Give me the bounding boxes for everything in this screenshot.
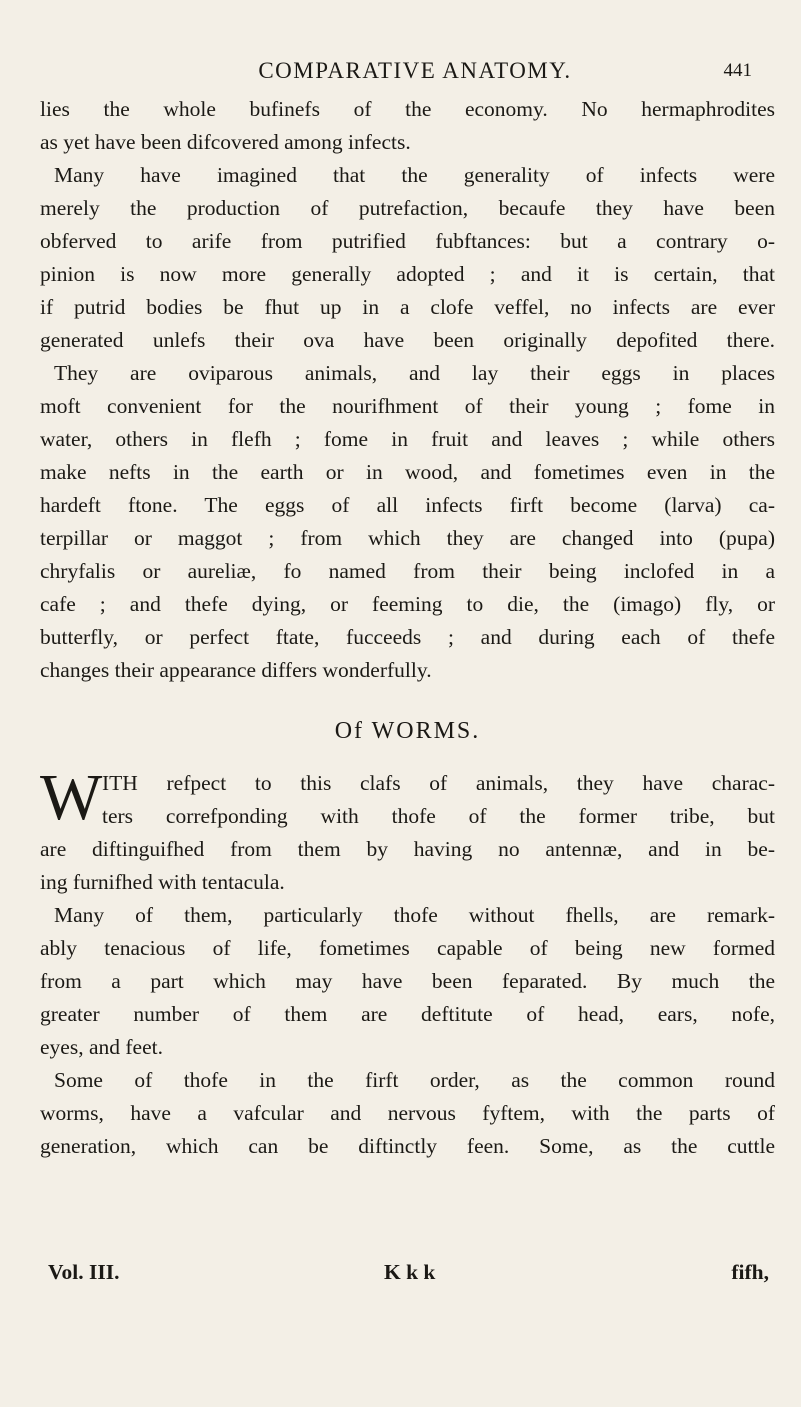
text-line: terpillar or maggot ; from which they are changed into (pupa) xyxy=(40,526,775,550)
paragraph-continued xyxy=(40,93,775,159)
text-line: ITH refpect to this clafs of animals, they have charac- xyxy=(102,771,775,795)
text-line: lies the whole bufinefs of the economy. No hermaphrodites xyxy=(40,97,775,121)
paragraph-infects-origin xyxy=(40,159,775,687)
running-title: COMPARATIVE ANATOMY. xyxy=(258,58,572,83)
text-line: if putrid bodies be fhut up in a clofe veffel, no infects are ever xyxy=(40,295,775,319)
catchword: fifh, xyxy=(731,1260,769,1284)
text-line: greater number of them are deftitute of head, ears, nofe, xyxy=(40,1002,775,1026)
text-line: butterfly, or perfect ftate, fucceeds ; and during each of thefe xyxy=(40,625,775,649)
text-line: eyes, and feet. xyxy=(40,1035,163,1059)
text-line: ing furnifhed with tentacula. xyxy=(40,870,285,894)
text-line: chryfalis or aureliæ, fo named from their being inclofed in a xyxy=(40,559,775,583)
page-body xyxy=(40,93,775,1163)
page-footer xyxy=(40,1260,775,1292)
text-line: hardeft ftone. The eggs of all infects firft become (larva) ca- xyxy=(40,493,775,517)
page-header xyxy=(70,58,760,92)
text-line: from a part which may have been feparated. By much the xyxy=(40,969,775,993)
section-heading: Of WORMS. xyxy=(334,718,481,744)
text-line: worms, have a vafcular and nervous fyftem, with the parts of xyxy=(40,1101,775,1125)
text-line: generated unlefs their ova have been originally depofited there. xyxy=(40,328,775,352)
signature-mark: K k k xyxy=(384,1260,436,1284)
text-line: They are oviparous animals, and lay their eggs in places xyxy=(54,361,775,385)
text-line: moft convenient for the nourifhment of their young ; fome in xyxy=(40,394,775,418)
text-line: water, others in flefh ; fome in fruit and leaves ; while others xyxy=(40,427,775,451)
text-line: generation, which can be diftinctly feen. Some, as the cuttle xyxy=(40,1134,775,1158)
paragraph-first-order xyxy=(40,1064,775,1163)
paragraph-worms-intro xyxy=(40,761,775,899)
text-line: pinion is now more generally adopted ; and it is certain, that xyxy=(40,262,775,286)
text-line: Some of thofe in the firft order, as the common round xyxy=(54,1068,775,1092)
text-line: ably tenacious of life, fometimes capable of being new formed xyxy=(40,936,775,960)
text-line: ters correfponding with thofe of the former tribe, but xyxy=(102,804,775,828)
paragraph-tenacity xyxy=(40,899,775,1064)
text-line: Many have imagined that the generality of infects were xyxy=(54,163,775,187)
page-number: 441 xyxy=(723,60,752,81)
text-line: changes their appearance differs wonderfully. xyxy=(40,658,432,682)
volume-label: Vol. III. xyxy=(48,1260,120,1284)
text-line: merely the production of putrefaction, becaufe they have been xyxy=(40,196,775,220)
text-line: make nefts in the earth or in wood, and fometimes even in the xyxy=(40,460,775,484)
text-line: Many of them, particularly thofe without fhells, are remark- xyxy=(54,903,775,927)
text-line: obferved to arife from putrified fubftances: but a contrary o- xyxy=(40,229,775,253)
drop-cap: W xyxy=(40,761,103,834)
text-line: as yet have been difcovered among infects. xyxy=(40,130,411,154)
text-line: are diftinguifhed from them by having no antennæ, and in be- xyxy=(40,837,775,861)
text-line: cafe ; and thefe dying, or feeming to die, the (imago) fly, or xyxy=(40,592,775,616)
